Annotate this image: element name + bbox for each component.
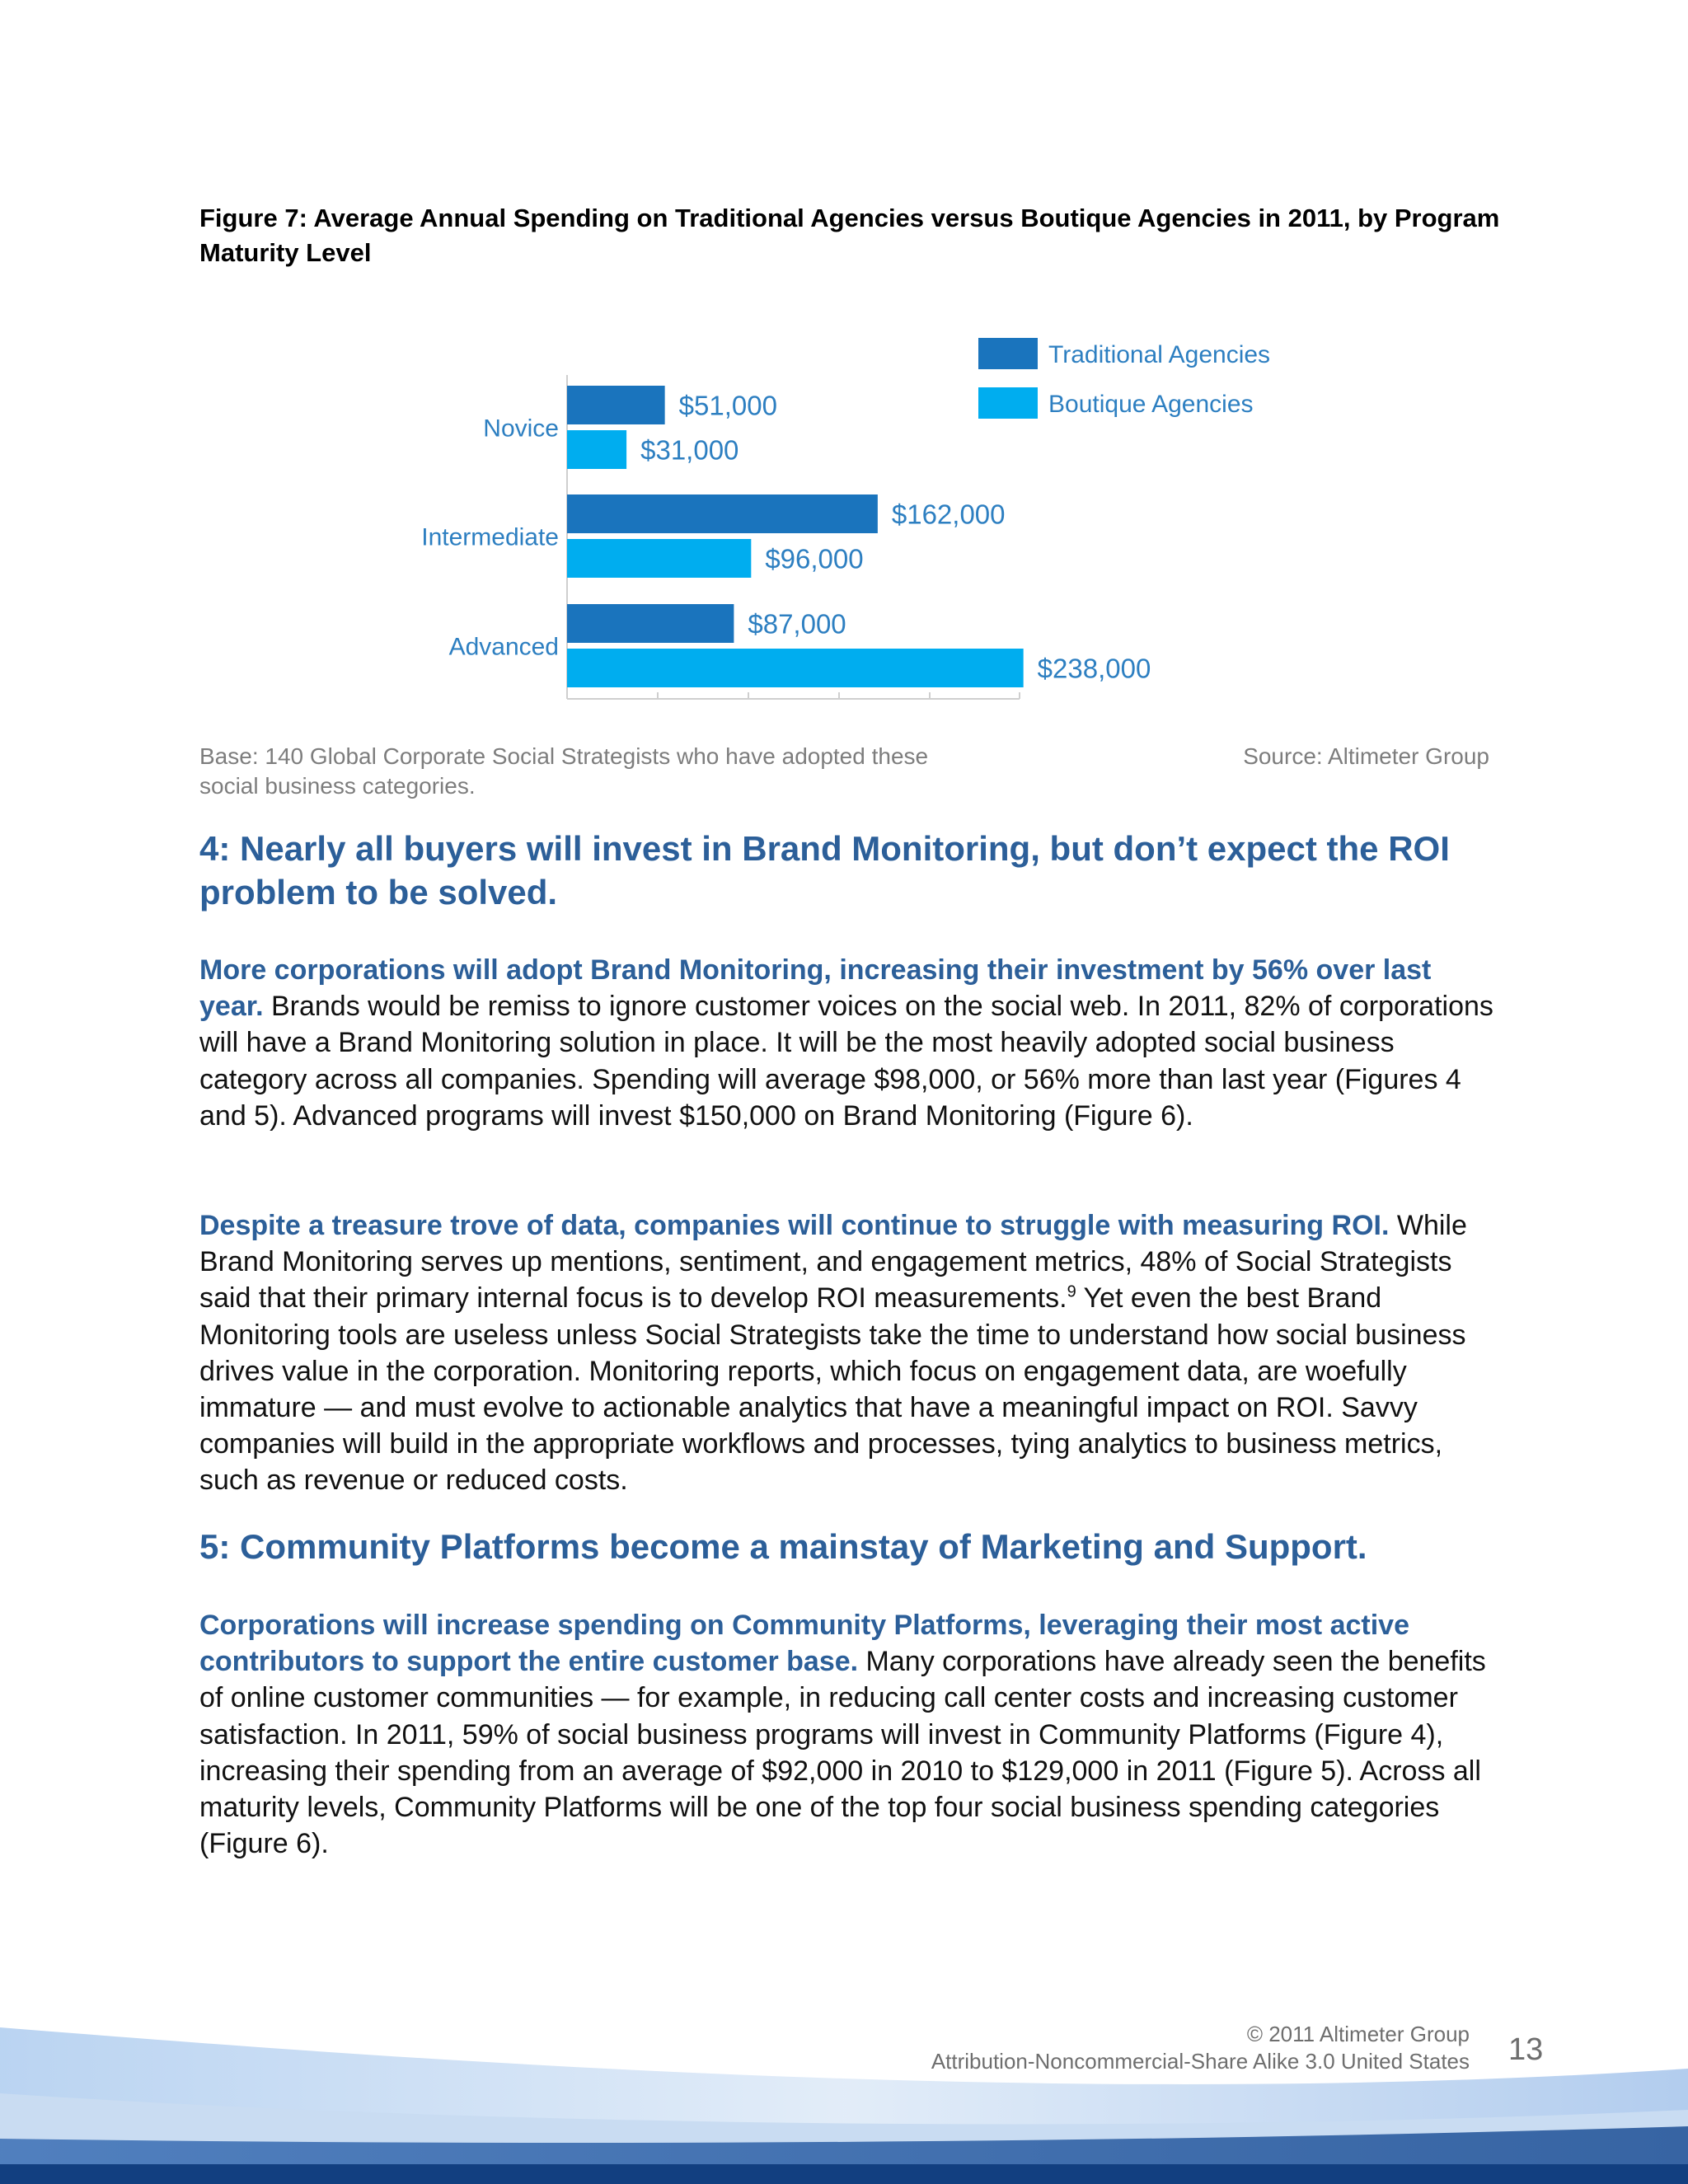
data-label: $238,000 [1037,653,1151,684]
paragraph-body: Many corporations have already seen the benefits of online customer communities — for example, in reducing call center costs and increasing customer satisfaction. In 2011, 59% of social business programs will invest in Community Platforms (Figure 4), increasing their spending from an average of $92,000 in 2010 to $129,000 in 2011 (Figure 5). Across all maturity levels, Community Platforms will be one of the top four social business spending categories (Figure 6). [199,1646,1486,1860]
category-label: Advanced [448,633,559,661]
bar [567,604,734,643]
paragraph-body: While Brand Monitoring serves up mentions, sentiment, and engagement metrics, 48% of Social Strategists said that their primary internal focus is to develop ROI measurements. [199,1210,1467,1315]
section-4-paragraph-1 [199,952,1502,1134]
bar [567,430,626,469]
bar [567,539,751,578]
section-4-paragraph-2 [199,1207,1502,1499]
page-number: 13 [1508,2032,1544,2067]
data-label: $31,000 [640,434,739,466]
paragraph-lead: Corporations will increase spending on Community Platforms, leveraging their most active contributors to support the entire customer base. [199,1610,1409,1678]
section-4-heading: 4: Nearly all buyers will invest in Brand Monitoring, but don’t expect the ROI problem to be solved. [199,829,1450,912]
bar-chart [0,0,1688,742]
category-label: Intermediate [421,523,559,551]
data-label: $87,000 [748,608,846,640]
paragraph-lead: Despite a treasure trove of data, companies will continue to struggle with measuring ROI. [199,1210,1390,1241]
footer-copyright [931,2021,1470,2075]
copyright-text: © 2011 Altimeter Group [1246,2022,1470,2046]
category-label: Novice [483,415,559,443]
license-text[interactable]: Attribution-Noncommercial-Share Alike 3.0 United States [931,2049,1470,2074]
paragraph-body: Brands would be remiss to ignore customer voices on the social web. In 2011, 82% of corporations will have a Brand Monitoring solution in place. It will be the most heavily adopted social business category across all companies. Spending will average $98,000, or 56% more than last year (Figures 4 and 5). Advanced programs will invest $150,000 on Brand Monitoring (Figure 6). [199,991,1493,1132]
section-5-heading: 5: Community Platforms become a mainstay of Marketing and Support. [199,1527,1367,1566]
source-note: Source: Altimeter Group [1243,743,1489,769]
paragraph-lead: More corporations will adopt Brand Monitoring, increasing their investment by 56% over last year. [199,954,1432,1023]
section-5-paragraph-1 [199,1607,1502,1862]
data-label: $51,000 [678,390,777,421]
paragraph-body: Yet even the best Brand Monitoring tools are useless unless Social Strategists take the time to understand how social business drives value in the corporation. Monitoring reports, which focus on engagement data, are woefully immature — and must evolve to actionable analytics that have a meaningful impact on ROI. Savvy companies will build in the appropriate workflows and processes, tying analytics to business metrics, such as revenue or reduced costs. [199,1282,1466,1497]
legend-swatch [978,338,1038,369]
bar [567,386,665,424]
figure-title: Figure 7: Average Annual Spending on Traditional Agencies versus Boutique Agencies in 2011, by Program Maturity Level [199,204,1500,267]
data-label: $96,000 [765,543,864,574]
footnote-marker[interactable]: 9 [1067,1283,1076,1302]
legend-label: Traditional Agencies [1048,341,1271,368]
base-note: Base: 140 Global Corporate Social Strategists who have adopted these social business categories. [199,743,929,799]
bar [567,494,878,533]
legend-swatch [978,387,1038,419]
data-label: $162,000 [891,499,1006,530]
legend-label: Boutique Agencies [1048,391,1254,418]
bar [567,649,1024,687]
